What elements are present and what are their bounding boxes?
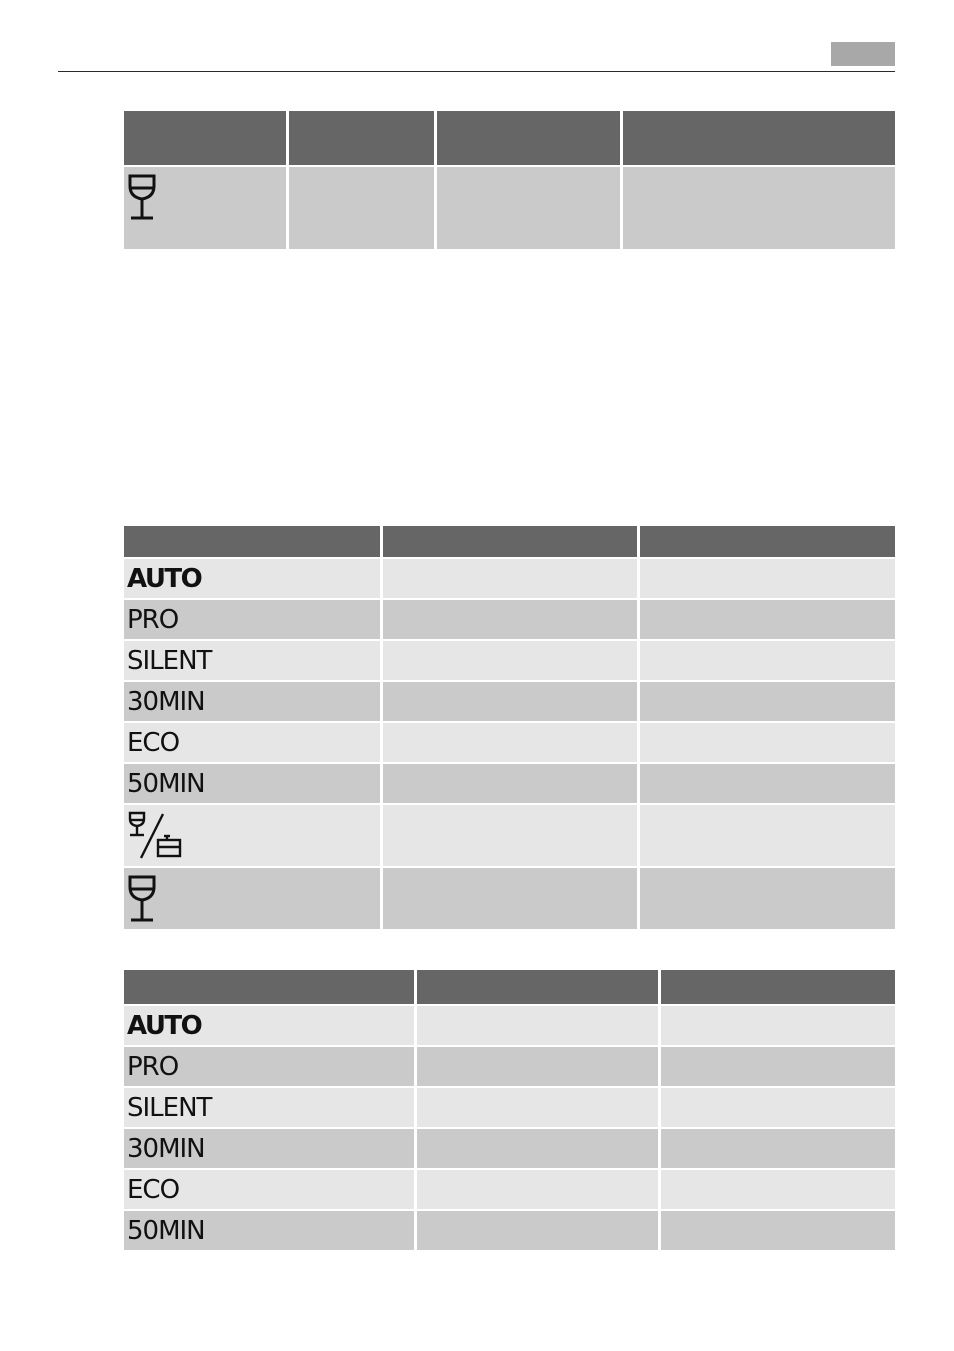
program-label: 50MIN bbox=[127, 768, 205, 799]
table-row bbox=[124, 868, 895, 929]
table-cell bbox=[383, 600, 637, 639]
program-label: PRO bbox=[127, 1051, 179, 1082]
glass-program-table bbox=[121, 109, 898, 251]
program-cell bbox=[124, 764, 380, 803]
table-row bbox=[124, 764, 895, 803]
table-row bbox=[124, 600, 895, 639]
table-cell bbox=[383, 559, 637, 598]
program-cell bbox=[124, 641, 380, 680]
table-header-cell bbox=[437, 111, 620, 165]
program-label: 30MIN bbox=[127, 1133, 205, 1164]
table-cell bbox=[640, 805, 895, 866]
table-header-row bbox=[124, 526, 895, 557]
table-cell bbox=[417, 1211, 658, 1250]
program-cell bbox=[124, 1088, 414, 1127]
table-cell bbox=[661, 1006, 895, 1045]
table-header-cell bbox=[124, 526, 380, 557]
table-cell bbox=[640, 559, 895, 598]
program-label: 30MIN bbox=[127, 686, 205, 717]
glass-pot-icon bbox=[127, 810, 187, 862]
program-cell bbox=[124, 1129, 414, 1168]
table-cell bbox=[383, 764, 637, 803]
table-cell bbox=[383, 868, 637, 929]
page-number-tab bbox=[831, 42, 895, 66]
program-label: PRO bbox=[127, 604, 179, 635]
table-cell bbox=[640, 868, 895, 929]
table-row bbox=[124, 1129, 895, 1168]
table-cell bbox=[640, 600, 895, 639]
table-cell bbox=[623, 167, 895, 249]
program-cell bbox=[124, 1047, 414, 1086]
table-header-cell bbox=[289, 111, 434, 165]
program-cell bbox=[124, 1006, 414, 1045]
table-row bbox=[124, 559, 895, 598]
table-cell bbox=[661, 1211, 895, 1250]
wine-glass-icon bbox=[127, 874, 157, 924]
table-cell bbox=[417, 1088, 658, 1127]
program-cell bbox=[124, 559, 380, 598]
program-cell bbox=[124, 600, 380, 639]
program-cell bbox=[124, 1170, 414, 1209]
table-cell bbox=[383, 682, 637, 721]
program-cell bbox=[124, 723, 380, 762]
table-cell bbox=[417, 1006, 658, 1045]
table-header-cell bbox=[124, 970, 414, 1004]
table-cell bbox=[417, 1047, 658, 1086]
program-cell bbox=[124, 682, 380, 721]
program-cell bbox=[124, 868, 380, 929]
table-row bbox=[124, 641, 895, 680]
table-cell bbox=[640, 764, 895, 803]
table-cell bbox=[640, 641, 895, 680]
table-header-cell bbox=[640, 526, 895, 557]
program-label: ECO bbox=[127, 1174, 180, 1205]
program-label: AUTO bbox=[127, 563, 202, 594]
table-header-cell bbox=[623, 111, 895, 165]
table-row bbox=[124, 723, 895, 762]
table-header-row bbox=[124, 111, 895, 165]
program-label: SILENT bbox=[127, 1092, 212, 1123]
program-cell bbox=[124, 167, 286, 249]
table-row bbox=[124, 167, 895, 249]
table-header-cell bbox=[383, 526, 637, 557]
program-label: SILENT bbox=[127, 645, 212, 676]
table-cell bbox=[383, 641, 637, 680]
table-row bbox=[124, 1047, 895, 1086]
program-cell bbox=[124, 1211, 414, 1250]
table-cell bbox=[417, 1170, 658, 1209]
table-row bbox=[124, 1006, 895, 1045]
wine-glass-icon bbox=[127, 173, 157, 221]
program-values-table bbox=[121, 524, 898, 931]
table-cell bbox=[289, 167, 434, 249]
program-label: AUTO bbox=[127, 1010, 202, 1041]
program-label: 50MIN bbox=[127, 1215, 205, 1246]
table-cell bbox=[383, 723, 637, 762]
table-header-cell bbox=[661, 970, 895, 1004]
program-label: ECO bbox=[127, 727, 180, 758]
header-rule bbox=[58, 71, 895, 72]
table-cell bbox=[383, 805, 637, 866]
program-values-table-2 bbox=[121, 968, 898, 1252]
program-cell bbox=[124, 805, 380, 866]
table-header-row bbox=[124, 970, 895, 1004]
table-cell bbox=[640, 682, 895, 721]
table-cell bbox=[661, 1047, 895, 1086]
table-row bbox=[124, 682, 895, 721]
table-cell bbox=[661, 1129, 895, 1168]
table-row bbox=[124, 1211, 895, 1250]
table-row bbox=[124, 805, 895, 866]
table-header-cell bbox=[417, 970, 658, 1004]
table-cell bbox=[661, 1088, 895, 1127]
table-cell bbox=[640, 723, 895, 762]
table-cell bbox=[437, 167, 620, 249]
table-header-cell bbox=[124, 111, 286, 165]
table-cell bbox=[661, 1170, 895, 1209]
table-cell bbox=[417, 1129, 658, 1168]
table-row bbox=[124, 1088, 895, 1127]
table-row bbox=[124, 1170, 895, 1209]
